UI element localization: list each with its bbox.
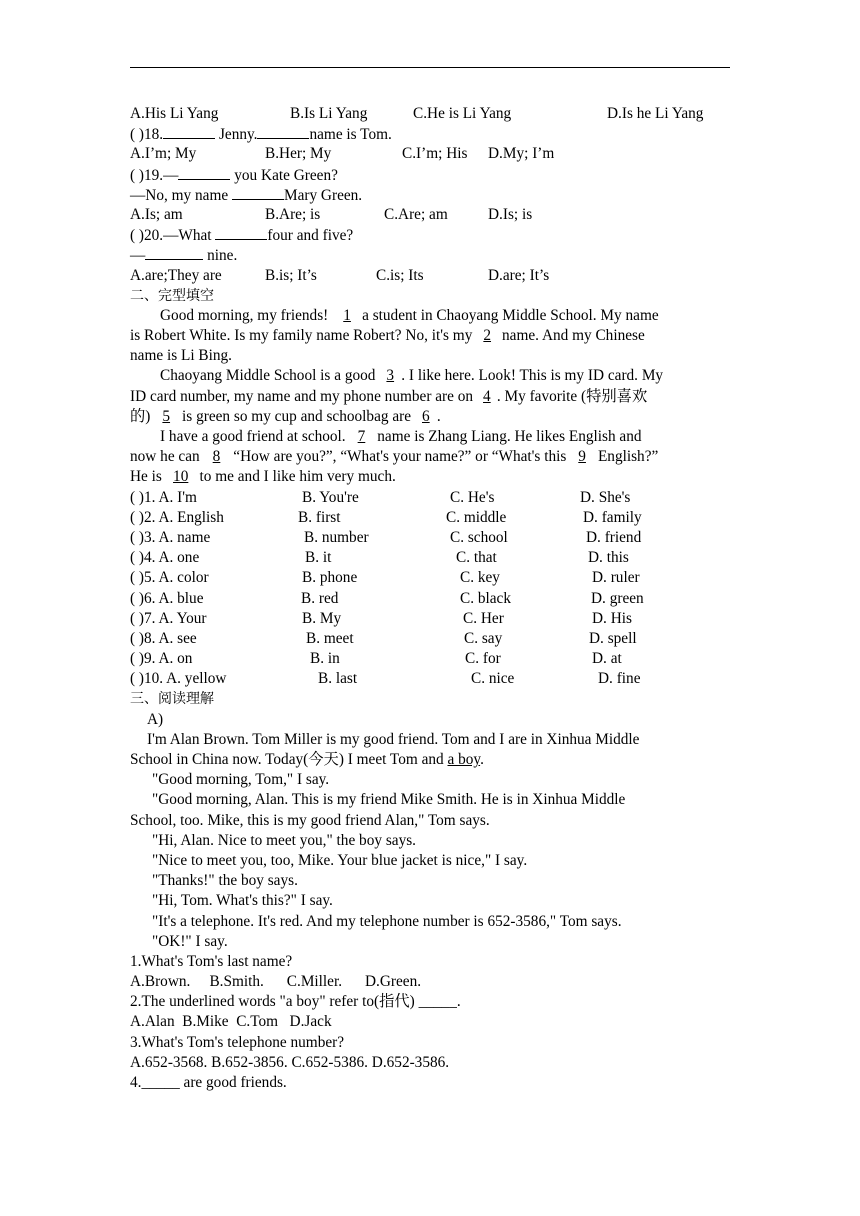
- cloze-option-row: ( )6. A. blue B. red C. black D. green: [130, 589, 644, 607]
- q20-stem: ( )20.—What four and five?: [130, 227, 354, 245]
- q20-option-b: B.is; It’s: [265, 266, 317, 284]
- q19-option-b: B.Are; is: [265, 205, 321, 223]
- cloze-blank: 6: [422, 407, 430, 425]
- passage-line: "Good morning, Tom," I say.: [152, 771, 330, 789]
- passage-line: "Thanks!" the boy says.: [152, 872, 298, 890]
- answer-blank: [257, 124, 309, 139]
- passage-line: "Nice to meet you, too, Mike. Your blue jacket is nice," I say.: [152, 851, 528, 869]
- passage-line: "Hi, Tom. What's this?" I say.: [152, 892, 333, 910]
- underlined-words: a boy: [447, 751, 481, 768]
- q20-options: [130, 266, 730, 286]
- cloze-blank: 9: [578, 448, 586, 466]
- cloze-line: ID card number, my name and my phone number are on 4 . My favorite (特别喜欢: [130, 387, 730, 407]
- cloze-option-row: ( )3. A. name B. number C. school D. friend: [130, 528, 642, 546]
- q20-option-a: A.are;They are: [130, 266, 222, 284]
- q20-response: — nine.: [130, 247, 238, 265]
- cloze-option-row: ( )8. A. see B. meet C. say D. spell: [130, 629, 637, 647]
- q17-option-c: C.He is Li Yang: [413, 105, 512, 122]
- cloze-line: Chaoyang Middle School is a good 3 . I like here. Look! This is my ID card. My: [130, 366, 730, 386]
- cloze-option-row: ( )4. A. one B. it C. that D. this: [130, 549, 629, 567]
- question-2-options: A.Alan B.Mike C.Tom D.Jack: [130, 1013, 332, 1031]
- cloze-blank: 8: [212, 448, 221, 466]
- section2-heading: 二、完型填空: [130, 287, 214, 304]
- q18-stem: ( )18. Jenny. name is Tom.: [130, 126, 392, 144]
- answer-blank: [232, 185, 284, 200]
- cloze-line: is Robert White. Is my family name Robert? No, it's my 2 name. And my Chinese: [130, 326, 730, 346]
- section3-heading: 三、阅读理解: [130, 691, 214, 708]
- q17-option-a: A.His Li Yang: [130, 105, 219, 122]
- cloze-line: name is Li Bing.: [130, 347, 232, 365]
- q19-response: —No, my name Mary Green.: [130, 186, 363, 204]
- q19-stem: ( )19.— you Kate Green?: [130, 166, 338, 184]
- cloze-blank: 7: [357, 428, 366, 445]
- passage-line: School, too. Mike, this is my good friend Alan," Tom says.: [130, 811, 490, 829]
- header-rule: [130, 67, 730, 68]
- cloze-option-row: ( )10. A. yellow B. last C. nice D. fine: [130, 670, 641, 688]
- question-3: 3.What's Tom's telephone number?: [130, 1033, 345, 1051]
- passage-line: "It's a telephone. It's red. And my telephone number is 652-3586," Tom says.: [152, 912, 622, 930]
- q18-option-b: B.Her; My: [265, 145, 332, 163]
- q19-option-d: D.Is; is: [488, 205, 533, 223]
- passage-line: I'm Alan Brown. Tom Miller is my good friend. Tom and I are in Xinhua Middle: [147, 730, 640, 748]
- q18-option-a: A.I’m; My: [130, 145, 197, 163]
- answer-blank: [163, 124, 215, 139]
- cloze-option-row: ( )5. A. color B. phone C. key D. ruler: [130, 569, 640, 587]
- cloze-blank: 3: [386, 367, 395, 385]
- passage-line: School in China now. Today(今天) I meet Tom and a boy.: [130, 751, 484, 768]
- cloze-line: Good morning, my friends! 1 a student in Chaoyang Middle School. My name: [130, 306, 730, 326]
- passage-line: "OK!" I say.: [152, 932, 228, 950]
- passage-label: A): [147, 710, 164, 728]
- cloze-option-row: ( )1. A. I'm B. You're C. He's D. She's: [130, 488, 631, 506]
- cloze-blank: 1: [343, 306, 351, 324]
- answer-blank: [145, 245, 203, 260]
- cloze-line: now he can 8 “How are you?”, “What's your name?” or “What's this 9 English?”: [130, 447, 730, 467]
- answer-blank: [215, 225, 267, 240]
- q17-option-b: B.Is Li Yang: [290, 105, 368, 122]
- q19-option-a: A.Is; am: [130, 205, 183, 223]
- passage-line: "Good morning, Alan. This is my friend Mike Smith. He is in Xinhua Middle: [152, 791, 626, 809]
- question-4: 4._____ are good friends.: [130, 1074, 287, 1091]
- cloze-blank: 10: [173, 468, 189, 486]
- q18-options: [130, 144, 730, 164]
- q18-option-d: D.My; I’m: [488, 145, 555, 163]
- q19-option-c: C.Are; am: [384, 205, 448, 223]
- question-1-options: A.Brown. B.Smith. C.Miller. D.Green.: [130, 973, 422, 991]
- q18-option-c: C.I’m; His: [402, 145, 468, 163]
- question-1: 1.What's Tom's last name?: [130, 952, 293, 970]
- cloze-blank: 4: [483, 387, 491, 405]
- cloze-line: 的) 5 is green so my cup and schoolbag are 6 .: [130, 407, 730, 427]
- passage-line: "Hi, Alan. Nice to meet you," the boy says.: [152, 831, 416, 849]
- answer-blank: [178, 165, 230, 180]
- question-2: 2.The underlined words "a boy" refer to(指代) _____.: [130, 993, 461, 1011]
- cloze-option-row: ( )7. A. Your B. My C. Her D. His: [130, 609, 632, 627]
- q19-options: [130, 205, 730, 225]
- q20-option-d: D.are; It’s: [488, 266, 550, 284]
- cloze-line: I have a good friend at school. 7 name is Zhang Liang. He likes English and: [130, 427, 730, 447]
- cloze-blank: 2: [483, 327, 492, 345]
- q20-option-c: C.is; Its: [376, 266, 424, 284]
- cloze-line: He is 10 to me and I like him very much.: [130, 467, 730, 487]
- q17-options: [130, 104, 730, 124]
- worksheet: [130, 104, 730, 1093]
- cloze-blank: 5: [162, 407, 171, 425]
- q17-option-d: D.Is he Li Yang: [607, 105, 704, 122]
- cloze-option-row: ( )9. A. on B. in C. for D. at: [130, 650, 622, 668]
- cloze-option-row: ( )2. A. English B. first C. middle D. family: [130, 508, 642, 526]
- question-3-options: A.652-3568. B.652-3856. C.652-5386. D.652-3586.: [130, 1053, 450, 1071]
